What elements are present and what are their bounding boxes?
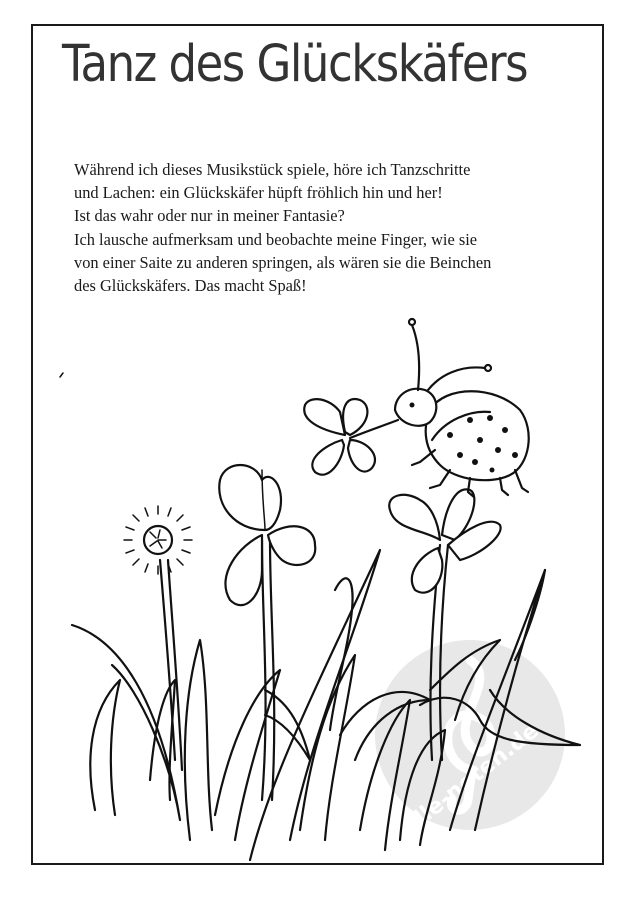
four-leaf-clover [304, 399, 398, 475]
ladybug [395, 319, 529, 497]
stray-mark [60, 373, 63, 377]
story-line-4: Ich lausche aufmerksam und beobachte meine Finger, wie sie [74, 229, 478, 249]
story-line-2: und Lachen: ein Glückskäfer hüpft fröhlich hin und her! [74, 183, 443, 203]
page-title: Tanz des Glückskäfers [62, 34, 528, 94]
story-line-6: des Glückskäfers. Das macht Spaß! [74, 276, 307, 296]
story-line-1: Während ich dieses Musikstück spiele, höre ich Tanzschritte [74, 160, 471, 179]
story-line-5: von einer Saite zu anderen springen, als wären sie die Beinchen [74, 252, 492, 272]
story-line-3: Ist das wahr oder nur in meiner Fantasie? [74, 206, 345, 226]
watermark-text: alle-noten.de [398, 718, 544, 840]
